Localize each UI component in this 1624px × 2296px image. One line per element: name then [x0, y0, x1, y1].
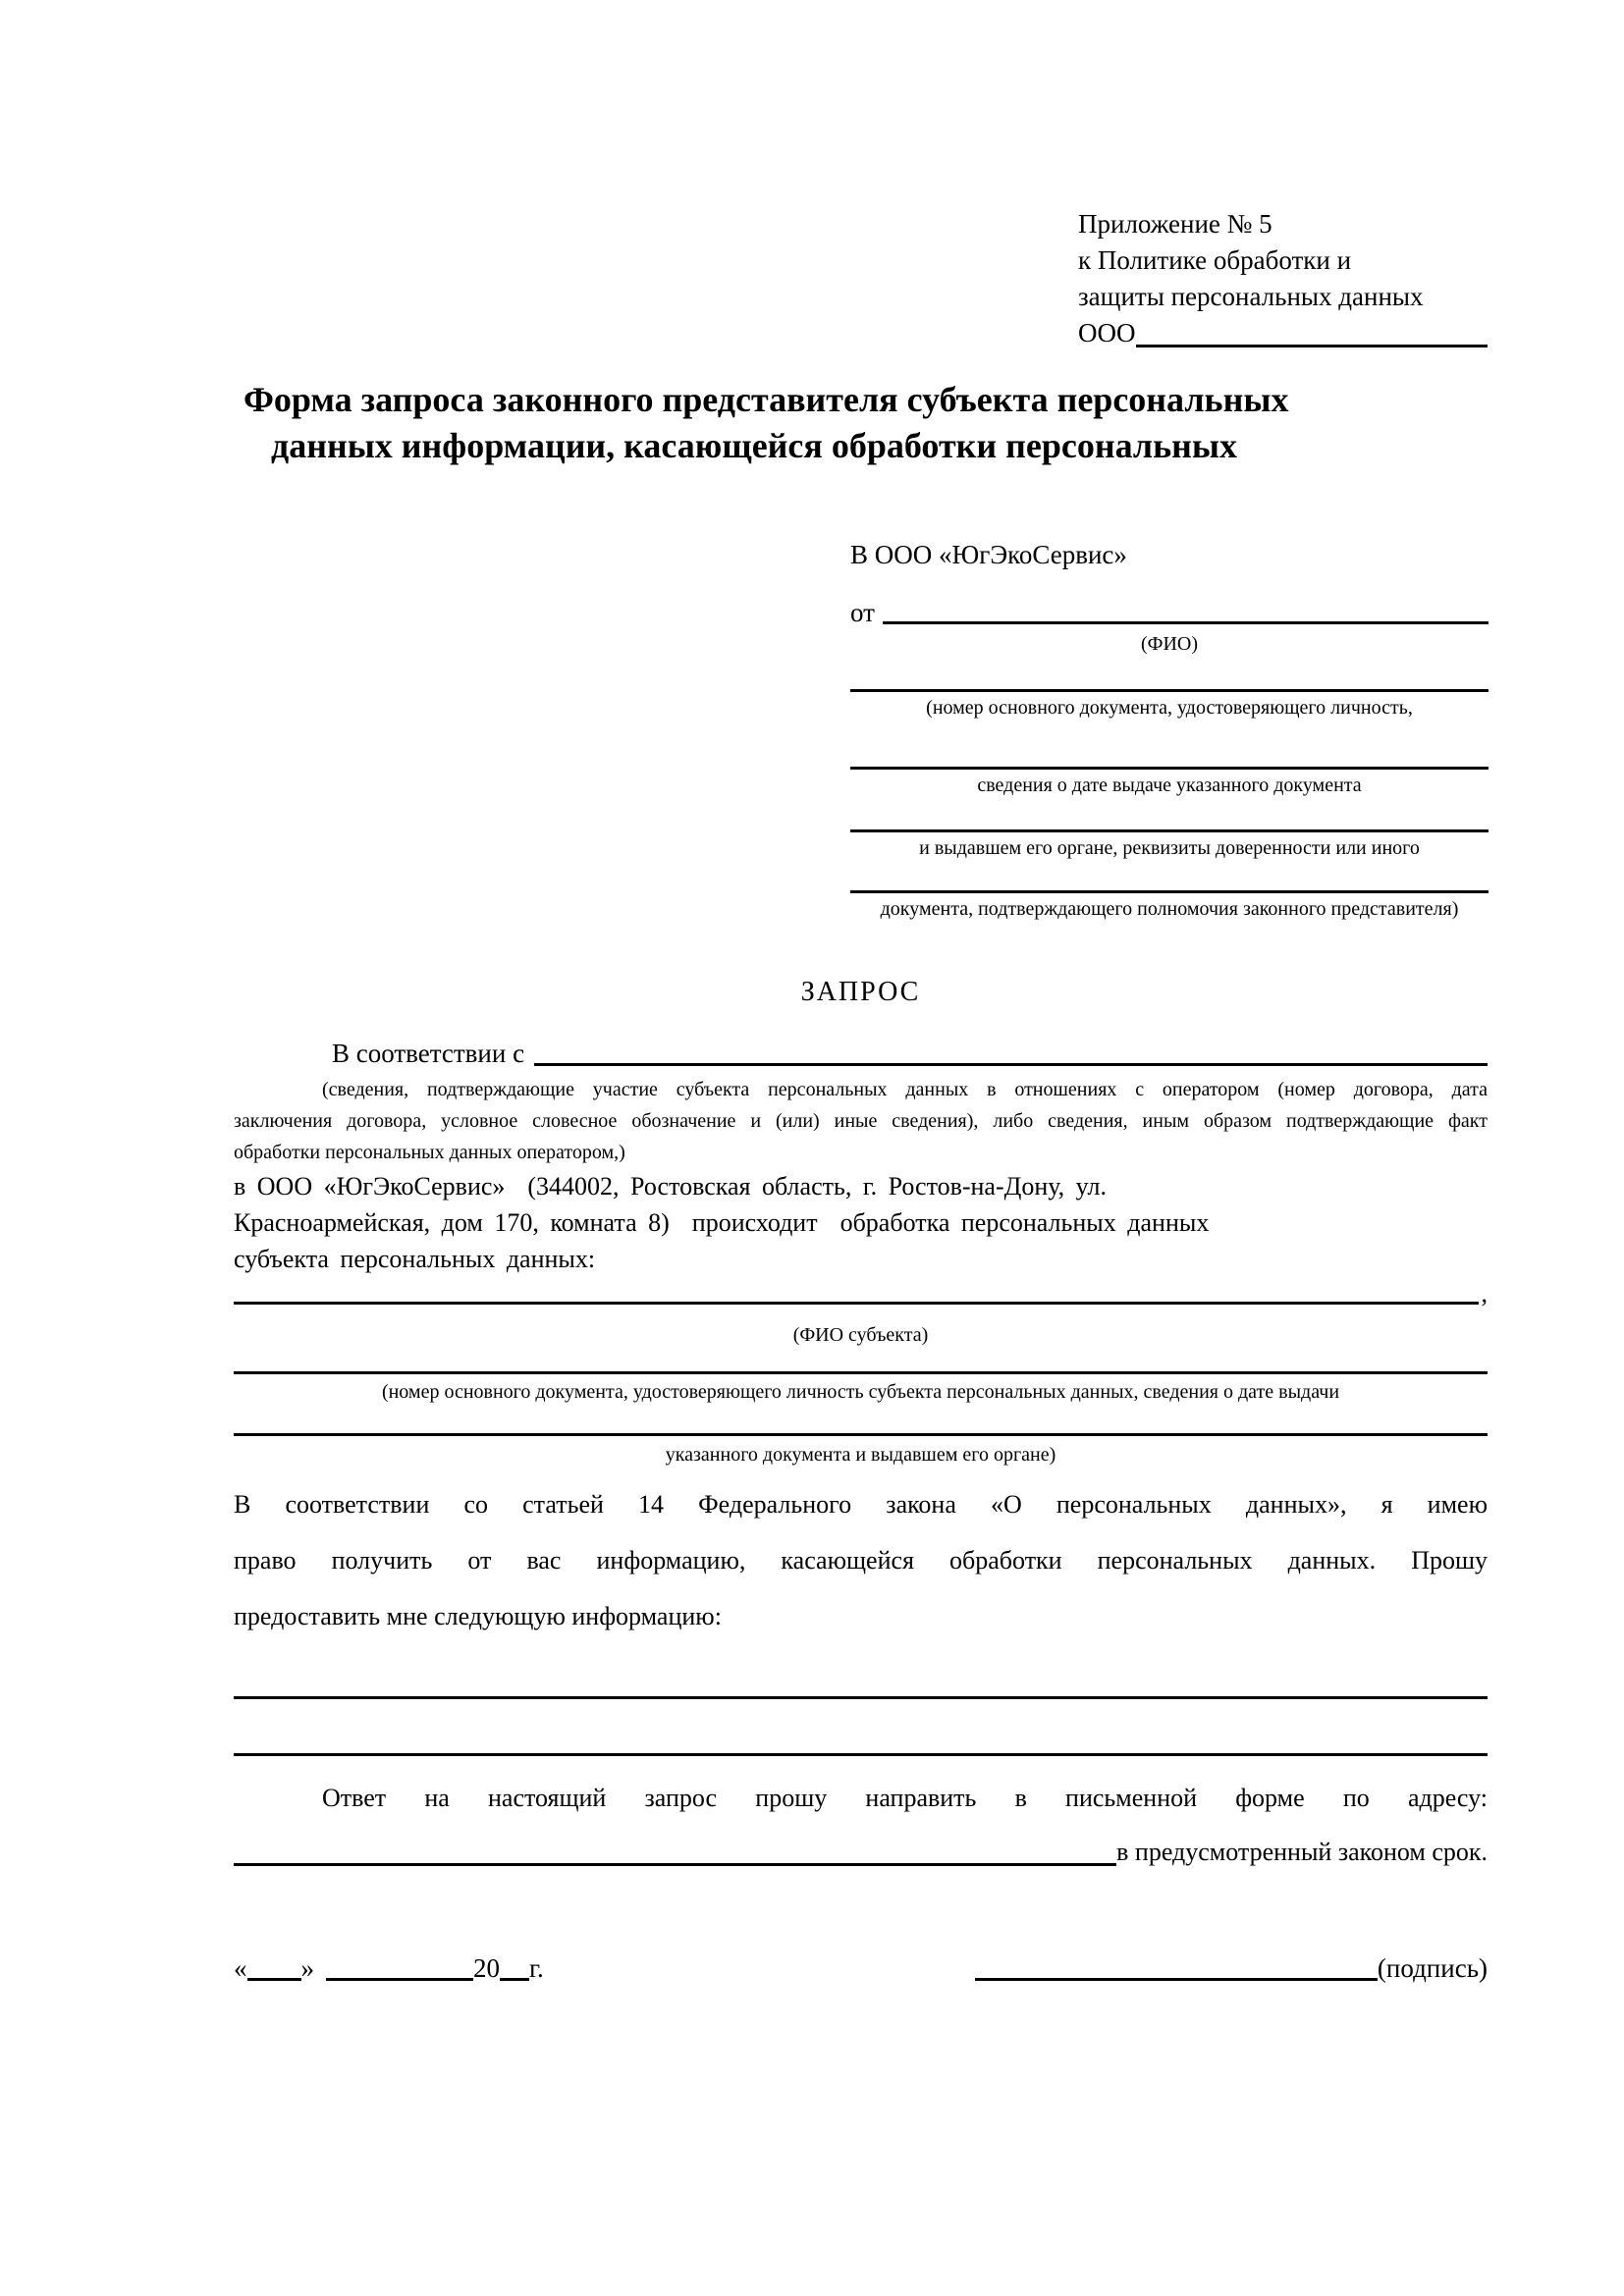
representative-doc-blank-line-4[interactable] — [850, 890, 1489, 893]
annex-ooo-label: ООО — [1078, 318, 1136, 347]
subject-doc-blank-line-2[interactable] — [234, 1433, 1488, 1436]
form-title — [244, 377, 1289, 469]
date-month-blank-line[interactable] — [326, 1978, 473, 1981]
signature-caption: (подпись) — [1377, 1953, 1488, 1983]
note-line-3: обработки персональных данных оператором,) — [234, 1142, 625, 1163]
annex-line-2: к Политике обработки и — [1078, 245, 1352, 275]
subject-doc-caption-2: указанного документа и выдавшем его органе) — [665, 1444, 1056, 1466]
date-year-suffix: г. — [529, 1953, 544, 1983]
title-line-2: данных информации, касающейся обработки персональных — [271, 426, 1237, 465]
info-blank-line-2[interactable] — [234, 1753, 1488, 1756]
date-open-quote: « — [234, 1953, 247, 1983]
operator-paragraph — [234, 1168, 1488, 1277]
subject-doc-caption-1: (номер основного документа, удостоверяющего личность субъекта персональных данных, сведения о дате выдачи — [381, 1381, 1340, 1403]
annex-line-3: защиты персональных данных — [1078, 282, 1424, 311]
from-row — [850, 598, 1489, 628]
fio-caption: (ФИО) — [1140, 633, 1198, 655]
subject-fio-row — [234, 1276, 1488, 1308]
representative-doc-blank-line-2[interactable] — [850, 767, 1489, 770]
note-paragraph — [234, 1074, 1488, 1168]
note-line-1: (сведения, подтверждающие участие субъекта персональных данных в отношениях с оператором (номер договора, дата — [322, 1079, 1488, 1100]
rights-line-2: право получить от вас информацию, касающейся обработки персональных данных. Прошу — [234, 1546, 1488, 1575]
date-day-blank-line[interactable] — [247, 1978, 301, 1981]
date-year-blank-line[interactable] — [500, 1978, 529, 1981]
date-group — [234, 1951, 544, 1985]
date-year-prefix: 20 — [473, 1953, 500, 1983]
subject-doc-blank-line-1[interactable] — [234, 1371, 1488, 1374]
reply-address-blank-line[interactable] — [234, 1863, 1116, 1866]
operator-line-2: Красноармейская, дом 170, комната 8) происходит обработка персональных данных — [234, 1208, 1210, 1237]
subject-fio-comma: , — [1481, 1279, 1488, 1308]
reply-paragraph-line-1: Ответ на настоящий запрос прошу направить в письменной форме по адресу: — [322, 1784, 1488, 1812]
annex-ooo-blank-line[interactable] — [1136, 345, 1489, 347]
request-heading: ЗАПРОС — [800, 977, 921, 1007]
representative-doc-caption-4: документа, подтверждающего полномочия законного представителя) — [880, 898, 1459, 920]
according-blank-line[interactable] — [534, 1063, 1488, 1066]
subject-fio-caption: (ФИО субъекта) — [792, 1324, 929, 1346]
title-line-1: Форма запроса законного представителя субъекта персональных — [244, 380, 1289, 419]
recipient-to: В ООО «ЮгЭкоСервис» — [850, 540, 1127, 569]
note-line-2: заключения договора, условное словесное обозначение и (или) иные сведения), либо сведения, иным образом подтверждающие факт — [234, 1110, 1488, 1132]
signature-blank-line[interactable] — [975, 1978, 1378, 1981]
rights-paragraph — [234, 1476, 1488, 1644]
annex-ooo-row — [1078, 315, 1488, 351]
according-label: В соответствии с — [332, 1039, 525, 1068]
representative-doc-caption-2: сведения о дате выдаче указанного документа — [977, 774, 1362, 796]
subject-fio-blank-line[interactable] — [234, 1302, 1479, 1305]
reply-line-2-text: в предусмотренный законом срок. — [1116, 1838, 1488, 1866]
representative-doc-caption-1: (номер основного документа, удостоверяющего личность, — [926, 697, 1413, 719]
rights-line-1: В соответствии со статьей 14 Федерального закона «О персональных данных», я имею — [234, 1490, 1488, 1519]
rights-line-3: предоставить мне следующую информацию: — [234, 1602, 722, 1630]
from-blank-line[interactable] — [883, 621, 1489, 624]
recipient-block — [850, 538, 1489, 921]
reply-address-row — [234, 1834, 1488, 1870]
signature-group — [975, 1951, 1488, 1985]
operator-line-3: субъекта персональных данных: — [234, 1245, 596, 1273]
date-signature-row — [234, 1951, 1488, 1985]
from-label: от — [850, 598, 875, 627]
annex-block — [1078, 206, 1488, 351]
according-row — [234, 1037, 1488, 1070]
info-blank-line-1[interactable] — [234, 1696, 1488, 1699]
date-close-quote: » — [300, 1953, 314, 1983]
representative-doc-caption-3: и выдавшем его органе, реквизиты доверенности или иного — [919, 837, 1420, 859]
operator-line-1: в ООО «ЮгЭкоСервис» (344002, Ростовская область, г. Ростов-на-Дону, ул. — [234, 1172, 1108, 1201]
representative-doc-blank-line-1[interactable] — [850, 689, 1489, 692]
representative-doc-blank-line-3[interactable] — [850, 829, 1489, 832]
annex-line-1: Приложение № 5 — [1078, 209, 1272, 239]
